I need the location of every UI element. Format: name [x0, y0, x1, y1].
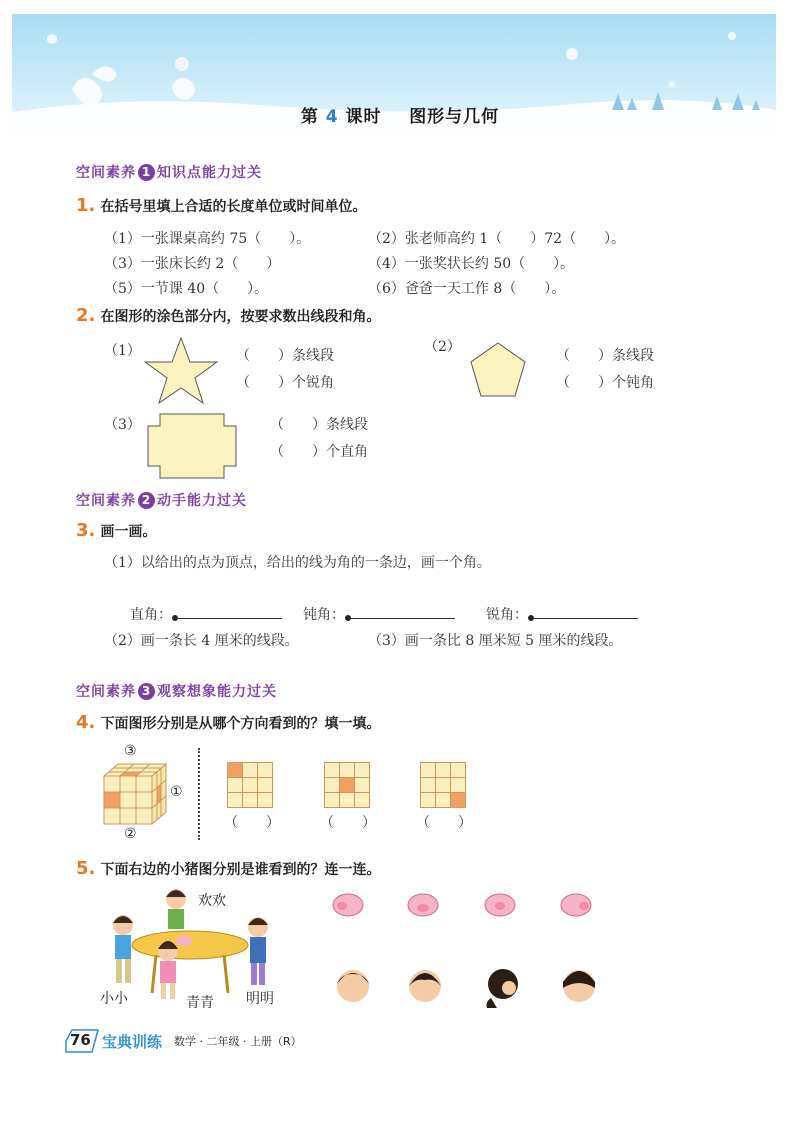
q2-shape3-segments: （ ）条线段 — [270, 417, 368, 433]
question-4-text: 下面图形分别是从哪个方向看到的？填一填。 — [100, 716, 381, 732]
cube-3x3 — [100, 760, 170, 830]
child-name-xiaoxiao: 小小 — [100, 991, 128, 1007]
question-2-number: 2. — [76, 305, 96, 326]
acute-angle-label: 锐角： — [486, 607, 528, 623]
question-3-text: 画一画。 — [100, 524, 157, 540]
q1-item-5: （5）一节课 40（ ）。 — [104, 281, 269, 297]
q2-shape2-segments: （ ）条线段 — [556, 348, 654, 364]
pig-view-1-icon — [333, 894, 363, 916]
view-mark-top: ③ — [124, 743, 137, 759]
section-1-heading — [76, 162, 262, 182]
head-2-icon — [409, 970, 441, 1002]
question-3 — [76, 520, 156, 541]
section-3-heading — [76, 681, 277, 701]
q2-label-1: （1） — [104, 343, 141, 359]
section-2-prefix: 空间素养 — [76, 493, 136, 509]
obtuse-angle-label: 钝角： — [303, 607, 345, 623]
question-4 — [76, 712, 380, 733]
section-2-heading — [76, 490, 247, 510]
question-4-number: 4. — [76, 712, 96, 733]
section-2-number: 2 — [138, 492, 155, 509]
child-name-qingqing: 青青 — [186, 995, 214, 1011]
answer-blank-1[interactable]: （ ） — [224, 815, 280, 831]
view-grid-1 — [227, 762, 273, 808]
pig-view-4-icon — [561, 894, 591, 916]
right-angle-line[interactable] — [178, 618, 282, 619]
q1-item-6: （6）爸爸一天工作 8（ ）。 — [368, 281, 566, 297]
q1-item-1: （1）一张课桌高约 75（ ）。 — [104, 231, 311, 247]
lesson-prefix: 第 — [300, 107, 319, 127]
pig-views-row — [330, 888, 600, 922]
lesson-number: 4 — [325, 107, 339, 127]
view-grid-3 — [420, 762, 466, 808]
section-3-number: 3 — [138, 683, 155, 700]
q1-item-3: （3）一张床长约 2（ ） — [104, 256, 281, 272]
head-4-icon — [563, 970, 595, 1002]
child-heads-row — [333, 964, 603, 1008]
q3-sub1: （1）以给出的点为顶点，给出的线为角的一条边，画一个角。 — [104, 555, 491, 571]
right-angle-drawing — [130, 604, 282, 624]
brand-logo: 宝典训练 — [102, 1033, 163, 1051]
page-number: 76 — [70, 1031, 91, 1049]
book-subject: 数学 · 二年级 · 上册（R） — [174, 1035, 302, 1048]
question-2-text: 在图形的涂色部分内，按要求数出线段和角。 — [100, 309, 381, 325]
q3-sub2: （2）画一条长 4 厘米的线段。 — [104, 633, 299, 649]
section-3-prefix: 空间素养 — [76, 684, 136, 700]
question-5 — [76, 858, 380, 879]
answer-blank-3[interactable]: （ ） — [416, 815, 472, 831]
q3-sub3: （3）画一条比 8 厘米短 5 厘米的线段。 — [368, 633, 623, 649]
acute-angle-line[interactable] — [534, 618, 638, 619]
question-1-number: 1. — [76, 195, 96, 216]
lesson-title — [0, 102, 800, 127]
view-mark-right: ① — [170, 784, 183, 800]
section-1-number: 1 — [138, 164, 155, 181]
question-1-text: 在括号里填上合适的长度单位或时间单位。 — [100, 199, 367, 215]
divider — [198, 748, 200, 840]
right-angle-label: 直角： — [130, 607, 172, 623]
pig-view-3-icon — [485, 894, 515, 916]
question-2 — [76, 305, 380, 326]
q2-label-3: （3） — [104, 417, 141, 433]
view-mark-front: ② — [124, 826, 137, 842]
question-5-number: 5. — [76, 858, 96, 879]
pentagon-shape — [468, 340, 528, 400]
cross-shape — [146, 412, 238, 480]
question-3-number: 3. — [76, 520, 96, 541]
section-1-title: 知识点能力过关 — [157, 165, 262, 181]
child-name-mingming: 明明 — [246, 991, 274, 1007]
q2-shape1-angles: （ ）个锐角 — [236, 375, 334, 391]
star-shape — [142, 336, 220, 406]
q1-item-4: （4）一张奖状长约 50（ ）。 — [368, 256, 575, 272]
q1-item-2: （2）张老师高约 1（ ）72（ ）。 — [368, 231, 626, 247]
section-2-title: 动手能力过关 — [157, 493, 247, 509]
section-1-prefix: 空间素养 — [76, 165, 136, 181]
obtuse-angle-line[interactable] — [351, 618, 455, 619]
obtuse-angle-drawing — [303, 604, 455, 624]
q2-shape1-segments: （ ）条线段 — [236, 348, 334, 364]
view-grid-2 — [324, 762, 370, 808]
answer-blank-2[interactable]: （ ） — [320, 815, 376, 831]
question-5-text: 下面右边的小猪图分别是谁看到的？连一连。 — [100, 862, 381, 878]
question-1 — [76, 195, 366, 216]
q2-shape3-angles: （ ）个直角 — [270, 444, 368, 460]
pig-view-2-icon — [408, 894, 438, 916]
q2-shape2-angles: （ ）个钝角 — [556, 375, 654, 391]
head-1-icon — [337, 970, 369, 1002]
acute-angle-drawing — [486, 604, 638, 624]
head-3-icon — [487, 969, 519, 1008]
child-name-huanhuan: 欢欢 — [198, 893, 226, 909]
q2-label-2: （2） — [424, 339, 461, 355]
lesson-suffix: 课时 — [345, 107, 382, 127]
section-3-title: 观察想象能力过关 — [157, 684, 277, 700]
lesson-topic: 图形与几何 — [409, 107, 500, 127]
